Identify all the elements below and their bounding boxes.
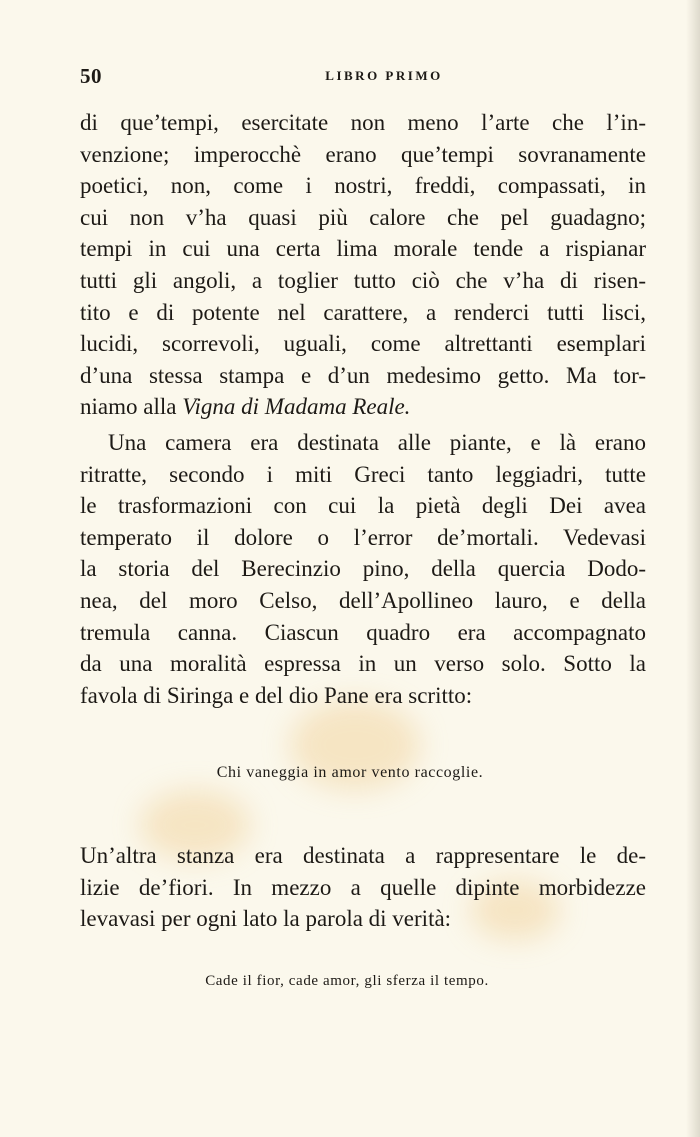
page-header — [80, 64, 648, 90]
text-line: di que’tempi, esercitate non meno l’arte che l’in- — [80, 110, 646, 135]
text-line: venzione; imperocchè erano que’tempi sovranamente — [80, 141, 646, 167]
page-edge-shadow — [686, 0, 700, 1137]
text-line: tito e di potente nel carattere, a renderci tutti lisci, — [80, 299, 646, 325]
text-line: levavasi per ogni lato la parola di verità: — [80, 906, 452, 932]
text-line: favola di Siringa e del dio Pane era scritto: — [80, 682, 473, 708]
text-line: cui non v’ha quasi più calore che pel guadagno; — [80, 204, 646, 230]
text-line: temperato il dolore o l’error de’mortali. Vedevasi — [80, 524, 646, 550]
running-head: LIBRO PRIMO — [325, 68, 443, 83]
paragraph-flowers — [80, 840, 646, 935]
text-line: le trasformazioni con cui la pietà degli Dei avea — [80, 493, 646, 519]
text-line: da una moralità espressa in un verso solo. Sotto la — [80, 651, 646, 677]
verse-quote: Cade il fior, cade amor, gli sferza il tempo. — [205, 973, 489, 989]
verse-quote: Chi vaneggia in amor vento raccoglie. — [216, 764, 484, 781]
paragraph-continuation — [80, 107, 646, 423]
text-line: nea, del moro Celso, dell’Apollineo lauro, e della — [80, 587, 646, 613]
text-line: la storia del Berecinzio pino, della quercia Dodo- — [80, 556, 646, 582]
paragraph-rooms — [80, 427, 646, 711]
text-segment: niamo alla — [80, 394, 183, 420]
text-line: tremula canna. Ciascun quadro era accompagnato — [80, 619, 646, 645]
text-line: Una camera era destinata alle piante, e là erano — [108, 430, 646, 455]
text-line: lucidi, scorrevoli, uguali, come altrettanti esemplari — [80, 331, 646, 357]
text-line: poetici, non, come i nostri, freddi, compassati, in — [80, 173, 646, 199]
italic-title: Vigna di Madama Reale. — [182, 394, 411, 420]
text-line: Un’altra stanza era destinata a rappresentare le de- — [80, 843, 646, 868]
text-line: ritratte, secondo i miti Greci tanto leggiadri, tutte — [80, 461, 646, 487]
text-line: tempi in cui una certa lima morale tende a rispianar — [80, 236, 646, 262]
text-line: d’una stessa stampa e d’un medesimo getto. Ma tor- — [80, 362, 646, 388]
page-number: 50 — [80, 64, 102, 88]
text-line: tutti gli angoli, a toglier tutto ciò che v’ha di risen- — [80, 267, 646, 293]
text-line — [80, 391, 646, 423]
text-line: lizie de’fiori. In mezzo a quelle dipinte morbidezze — [80, 874, 646, 900]
